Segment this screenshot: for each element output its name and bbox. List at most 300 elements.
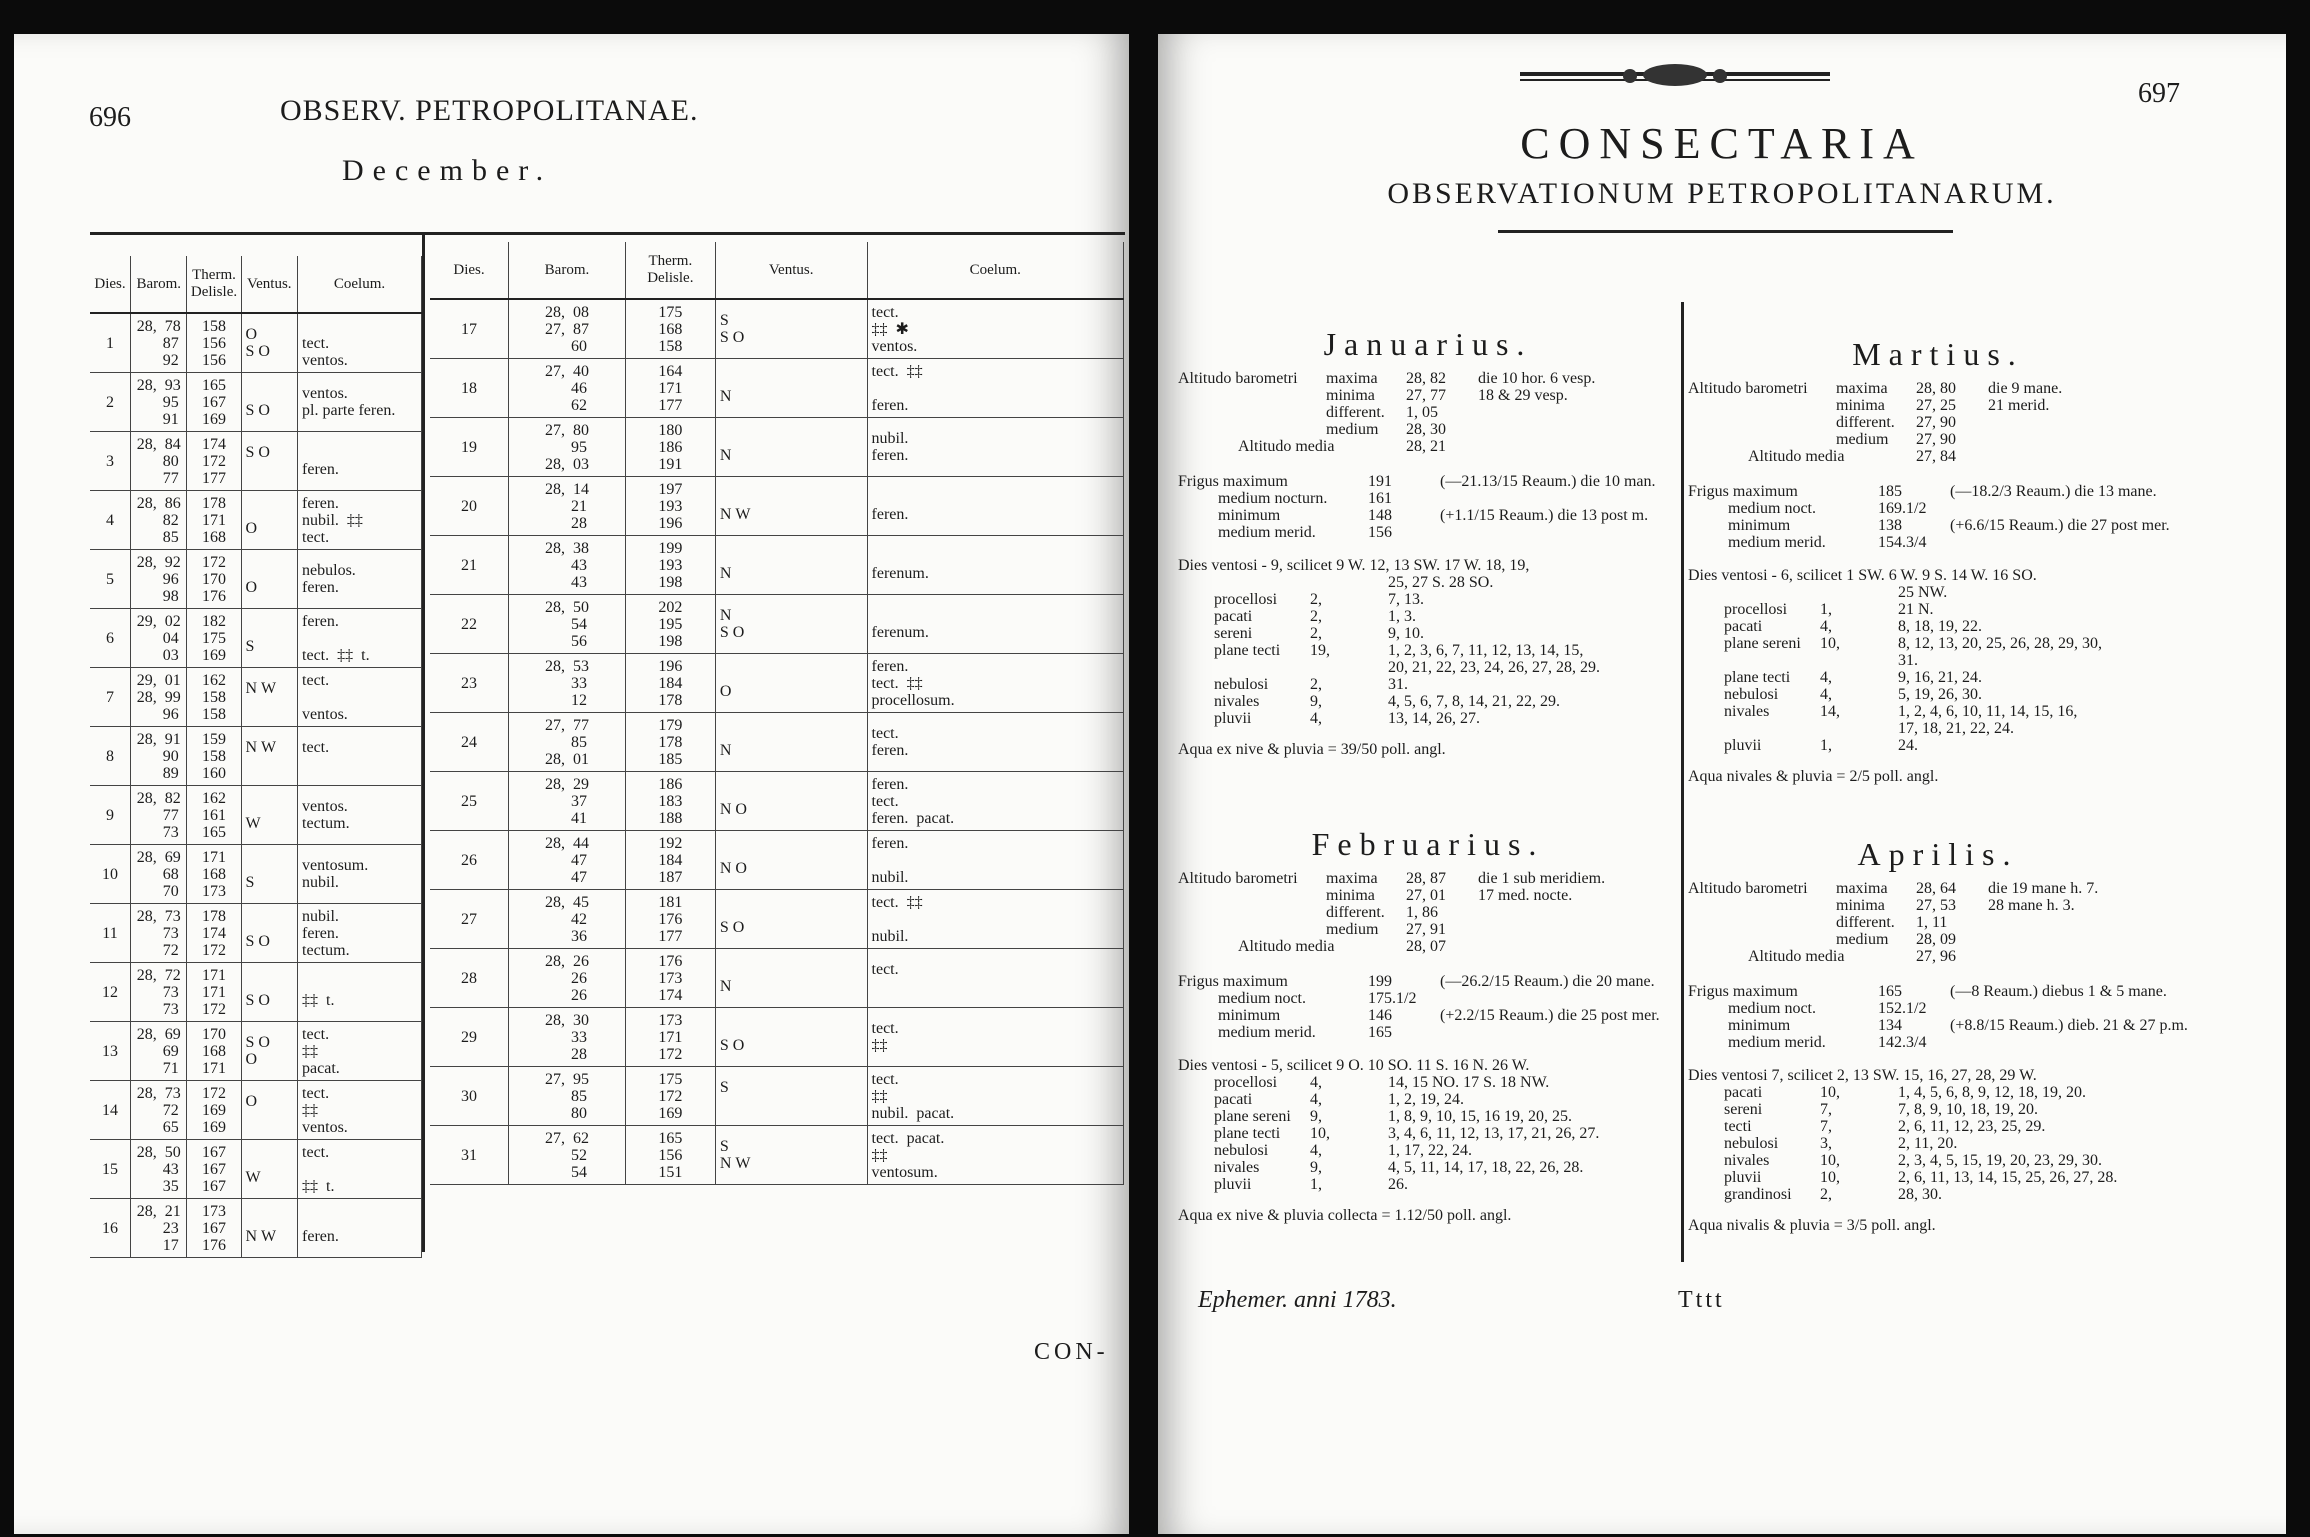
days-list: 2, 6, 11, 13, 14, 15, 25, 26, 27, 28. [1898, 1169, 2118, 1186]
frigus-value: 191 [1368, 473, 1392, 490]
barometer-key: medium [1326, 921, 1379, 938]
frigus-label: medium nocturn. [1218, 490, 1328, 507]
aqua-row [1688, 768, 2188, 785]
day-cell: 27 [430, 890, 509, 949]
days-list: 13, 14, 26, 27. [1388, 710, 1480, 727]
frigus-row [1178, 990, 1678, 1007]
days-list: 17, 18, 21, 22, 24. [1898, 720, 2014, 737]
winds-text: Dies ventosi - 6, scilicet 1 SW. 6 W. 9 S. 14 W. 16 SO. [1688, 567, 2037, 584]
days-count: 4, [1820, 669, 1832, 686]
barometer-row [1178, 870, 1678, 887]
barometer-value: 27, 90 [1916, 431, 1956, 448]
wind-cell: O [241, 1081, 298, 1140]
days-row [1178, 591, 1678, 608]
barometer-label: Altitudo media [1748, 448, 1845, 465]
thermometer-cell: 164 171 177 [625, 359, 715, 418]
header-ventus: Ventus. [241, 256, 298, 313]
sky-cell: tect. ‡‡ ✱ ventos. [867, 299, 1123, 359]
barometer-cell: 29, 02 04 03 [130, 609, 187, 668]
barometer-row [1178, 370, 1678, 387]
sky-cell: ferenum. [867, 595, 1123, 654]
barometer-value: 27, 25 [1916, 397, 1956, 414]
thermometer-cell: 178 174 172 [187, 904, 241, 963]
frigus-value: 175.1/2 [1368, 990, 1417, 1007]
frigus-value: 148 [1368, 507, 1392, 524]
days-label: nivales [1214, 693, 1260, 710]
barometer-cell: 28, 50 54 56 [509, 595, 626, 654]
days-list: 9, 10. [1388, 625, 1424, 642]
barometer-key: minima [1836, 897, 1885, 914]
day-cell: 14 [90, 1081, 130, 1140]
day-cell: 20 [430, 477, 509, 536]
barometer-label: Altitudo barometri [1178, 870, 1298, 887]
days-row [1688, 1169, 2188, 1186]
thermometer-cell: 174 172 177 [187, 432, 241, 491]
barometer-value: 28, 30 [1406, 421, 1446, 438]
days-row [1178, 1125, 1678, 1142]
frigus-label: medium merid. [1728, 1034, 1826, 1051]
days-list: 9, 16, 21, 24. [1898, 669, 1982, 686]
header-barom: Barom. [130, 256, 187, 313]
table-row [90, 313, 422, 373]
table-row [430, 595, 1124, 654]
winds-text: 25 NW. [1898, 584, 1948, 601]
winds-text: Dies ventosi 7, scilicet 2, 13 SW. 15, 16, 27, 28, 29 W. [1688, 1067, 2037, 1084]
frigus-label: minimum [1728, 517, 1791, 534]
days-list: 1, 2, 3, 6, 7, 11, 12, 13, 14, 15, [1388, 642, 1584, 659]
thermometer-cell: 196 184 178 [625, 654, 715, 713]
days-label: pluvii [1214, 1176, 1252, 1193]
frigus-value: 154.3/4 [1878, 534, 1927, 551]
barometer-row [1178, 887, 1678, 904]
days-count: 9, [1310, 1108, 1322, 1125]
wind-cell: N [715, 359, 867, 418]
frigus-row [1688, 483, 2188, 500]
frigus-label: minimum [1218, 507, 1281, 524]
days-label: pacati [1724, 1084, 1763, 1101]
thermometer-cell: 162 158 158 [187, 668, 241, 727]
table-row [430, 359, 1124, 418]
days-count: 4, [1820, 686, 1832, 703]
barometer-key: minima [1326, 387, 1375, 404]
wind-cell: N W [715, 477, 867, 536]
thermometer-cell: 181 176 177 [625, 890, 715, 949]
barometer-value: 28, 21 [1406, 438, 1446, 455]
table-row [430, 1008, 1124, 1067]
days-row [1178, 642, 1678, 659]
days-count: 2, [1310, 625, 1322, 642]
sky-cell: ferenum. [867, 536, 1123, 595]
day-cell: 1 [90, 313, 130, 373]
sky-cell: tect. ‡‡ [867, 1008, 1123, 1067]
days-label: nebulosi [1214, 676, 1269, 693]
days-count: 1, [1820, 737, 1832, 754]
days-list: 31. [1898, 652, 1918, 669]
month-name: Martius. [1852, 336, 2024, 372]
days-row [1178, 710, 1678, 727]
days-label: nebulosi [1214, 1142, 1269, 1159]
frigus-value: 199 [1368, 973, 1392, 990]
winds-text: 25, 27 S. 28 SO. [1388, 574, 1494, 591]
days-list: 14, 15 NO. 17 S. 18 NW. [1388, 1074, 1550, 1091]
days-row [1178, 1142, 1678, 1159]
frigus-value: 161 [1368, 490, 1392, 507]
thermometer-cell: 165 156 151 [625, 1126, 715, 1185]
barometer-note: 21 merid. [1988, 397, 2050, 414]
barometer-row [1688, 931, 2188, 948]
barometer-row [1688, 414, 2188, 431]
day-cell: 29 [430, 1008, 509, 1067]
thermometer-cell: 162 161 165 [187, 786, 241, 845]
wind-cell: N O [715, 772, 867, 831]
days-list: 2, 11, 20. [1898, 1135, 1958, 1152]
wind-cell: O [241, 550, 298, 609]
frigus-label: medium noct. [1728, 500, 1816, 517]
barometer-row [1688, 948, 2188, 965]
days-row [1688, 652, 2188, 669]
days-row [1688, 669, 2188, 686]
barometer-value: 28, 87 [1406, 870, 1446, 887]
days-list: 1, 4, 5, 6, 8, 9, 12, 18, 19, 20. [1898, 1084, 2086, 1101]
thermometer-cell: 175 172 169 [625, 1067, 715, 1126]
thermometer-cell: 186 183 188 [625, 772, 715, 831]
days-row [1688, 618, 2188, 635]
days-row [1178, 625, 1678, 642]
thermometer-cell: 175 168 158 [625, 299, 715, 359]
day-cell: 15 [90, 1140, 130, 1199]
wind-cell: O [715, 654, 867, 713]
day-cell: 2 [90, 373, 130, 432]
header-dies: Dies. [90, 256, 130, 313]
barometer-row [1688, 380, 2188, 397]
day-cell: 16 [90, 1199, 130, 1258]
days-row [1178, 1091, 1678, 1108]
days-label: procellosi [1214, 1074, 1278, 1091]
barometer-value: 27, 90 [1916, 414, 1956, 431]
days-count: 1, [1820, 601, 1832, 618]
days-label: plane tecti [1214, 1125, 1281, 1142]
barometer-cell: 28, 86 82 85 [130, 491, 187, 550]
frigus-row [1178, 490, 1678, 507]
header-coelum: Coelum. [867, 242, 1123, 299]
days-label: nivales [1214, 1159, 1260, 1176]
barometer-value: 27, 84 [1916, 448, 1956, 465]
barometer-note: 28 mane h. 3. [1988, 897, 2075, 914]
days-list: 8, 18, 19, 22. [1898, 618, 1982, 635]
wind-cell: S [715, 1067, 867, 1126]
day-cell: 9 [90, 786, 130, 845]
days-count: 10, [1820, 1152, 1840, 1169]
days-count: 2, [1310, 608, 1322, 625]
column-divider [422, 232, 425, 1252]
frigus-value: 146 [1368, 1007, 1392, 1024]
wind-cell: W [241, 1140, 298, 1199]
barometer-key: medium [1326, 421, 1379, 438]
barometer-label: Altitudo barometri [1178, 370, 1298, 387]
days-row [1688, 1084, 2188, 1101]
frigus-label: Frigus maximum [1178, 973, 1288, 990]
days-count: 4, [1310, 710, 1322, 727]
frigus-note: (+1.1/15 Reaum.) die 13 post m. [1440, 507, 1649, 524]
frigus-value: 156 [1368, 524, 1392, 541]
barometer-row [1178, 938, 1678, 955]
days-list: 5, 19, 26, 30. [1898, 686, 1982, 703]
days-count: 7, [1820, 1101, 1832, 1118]
table-row [90, 786, 422, 845]
days-list: 2, 3, 4, 5, 15, 19, 20, 23, 29, 30. [1898, 1152, 2102, 1169]
days-list: 26. [1388, 1176, 1408, 1193]
barometer-note: 17 med. nocte. [1478, 887, 1573, 904]
thermometer-cell: 172 169 169 [187, 1081, 241, 1140]
thermometer-cell: 197 193 196 [625, 477, 715, 536]
winds-row [1688, 567, 2188, 584]
day-cell: 11 [90, 904, 130, 963]
days-row [1688, 1152, 2188, 1169]
frigus-label: Frigus maximum [1688, 483, 1798, 500]
winds-row [1688, 584, 2188, 601]
barometer-cell: 28, 73 73 72 [130, 904, 187, 963]
thermometer-cell: 158 156 156 [187, 313, 241, 373]
table-row [430, 890, 1124, 949]
thermometer-cell: 182 175 169 [187, 609, 241, 668]
frigus-note: (—18.2/3 Reaum.) die 13 mane. [1950, 483, 2157, 500]
days-count: 2, [1310, 676, 1322, 693]
month-title: December. [342, 154, 553, 187]
sky-cell: tect. ‡‡ nubil. [867, 890, 1123, 949]
barometer-row [1178, 387, 1678, 404]
frigus-value: 138 [1878, 517, 1902, 534]
aqua-row [1178, 1207, 1678, 1224]
days-row [1688, 1186, 2188, 1203]
wind-cell: S O [715, 890, 867, 949]
table-row [90, 845, 422, 904]
day-cell: 13 [90, 1022, 130, 1081]
day-cell: 26 [430, 831, 509, 890]
days-label: grandinosi [1724, 1186, 1792, 1203]
barometer-cell: 28, 69 68 70 [130, 845, 187, 904]
thermometer-cell: 173 171 172 [625, 1008, 715, 1067]
day-cell: 18 [430, 359, 509, 418]
barometer-cell: 28, 82 77 73 [130, 786, 187, 845]
days-label: plane tecti [1214, 642, 1281, 659]
sky-cell: tect. ventos. [298, 668, 422, 727]
days-label: sereni [1724, 1101, 1763, 1118]
wind-cell: N S O [715, 595, 867, 654]
days-list: 8, 12, 13, 20, 25, 26, 28, 29, 30, [1898, 635, 2102, 652]
table-row [90, 668, 422, 727]
aqua-text: Aqua ex nive & pluvia = 39/50 poll. angl. [1178, 741, 1446, 758]
days-count: 10, [1820, 1169, 1840, 1186]
days-label: pluvii [1214, 710, 1252, 727]
days-list: 1, 3. [1388, 608, 1416, 625]
barometer-key: different. [1326, 404, 1385, 421]
sky-cell: feren. nubil. [867, 831, 1123, 890]
barometer-cell: 28, 69 69 71 [130, 1022, 187, 1081]
barometer-row [1688, 431, 2188, 448]
december-table-a [90, 256, 422, 1258]
month-block [1688, 334, 2188, 785]
winds-row [1178, 1057, 1678, 1074]
sky-cell: tect. pacat. ‡‡ ventosum. [867, 1126, 1123, 1185]
day-cell: 30 [430, 1067, 509, 1126]
days-label: nebulosi [1724, 686, 1779, 703]
table-row [90, 432, 422, 491]
month-block [1178, 324, 1678, 758]
barometer-note: die 19 mane h. 7. [1988, 880, 2099, 897]
days-row [1178, 1074, 1678, 1091]
thermometer-cell: 176 173 174 [625, 949, 715, 1008]
frigus-row [1688, 517, 2188, 534]
days-list: 28, 30. [1898, 1186, 1942, 1203]
days-row [1688, 686, 2188, 703]
sky-cell: feren. [298, 1199, 422, 1258]
days-count: 4, [1310, 1074, 1322, 1091]
frigus-label: medium merid. [1728, 534, 1826, 551]
day-cell: 19 [430, 418, 509, 477]
frigus-label: Frigus maximum [1688, 983, 1798, 1000]
days-list: 4, 5, 6, 7, 8, 14, 21, 22, 29. [1388, 693, 1560, 710]
printers-ornament [1520, 62, 1830, 92]
wind-cell: S S O [715, 299, 867, 359]
days-count: 19, [1310, 642, 1330, 659]
days-label: nivales [1724, 703, 1770, 720]
table-row [430, 1126, 1124, 1185]
barometer-cell: 28, 44 47 47 [509, 831, 626, 890]
frigus-row [1688, 983, 2188, 1000]
days-row [1688, 737, 2188, 754]
days-label: plane tecti [1724, 669, 1791, 686]
sky-cell: nubil. feren. tectum. [298, 904, 422, 963]
day-cell: 28 [430, 949, 509, 1008]
barometer-note: 18 & 29 vesp. [1478, 387, 1568, 404]
days-count: 9, [1310, 1159, 1322, 1176]
days-row [1688, 601, 2188, 618]
days-label: pluvii [1724, 737, 1762, 754]
table-row [430, 477, 1124, 536]
barometer-note: die 10 hor. 6 vesp. [1478, 370, 1596, 387]
frigus-row [1178, 507, 1678, 524]
aqua-row [1178, 741, 1678, 758]
days-count: 14, [1820, 703, 1840, 720]
days-row [1688, 1135, 2188, 1152]
barometer-row [1688, 448, 2188, 465]
aqua-row [1688, 1217, 2188, 1234]
days-label: pacati [1724, 618, 1763, 635]
day-cell: 10 [90, 845, 130, 904]
wind-cell: S N W [715, 1126, 867, 1185]
month-name: Februarius. [1311, 826, 1545, 862]
table-row [430, 536, 1124, 595]
days-row [1178, 659, 1678, 676]
barometer-cell: 28, 53 33 12 [509, 654, 626, 713]
barometer-cell: 28, 91 90 89 [130, 727, 187, 786]
frigus-label: medium noct. [1218, 990, 1306, 1007]
day-cell: 23 [430, 654, 509, 713]
sky-cell: feren. nubil. ‡‡ tect. [298, 491, 422, 550]
days-count: 4, [1310, 1142, 1322, 1159]
days-count: 2, [1820, 1186, 1832, 1203]
frigus-value: 165 [1368, 1024, 1392, 1041]
day-cell: 7 [90, 668, 130, 727]
barometer-note: die 9 mane. [1988, 380, 2063, 397]
table-row [430, 1067, 1124, 1126]
barometer-cell: 28, 29 37 41 [509, 772, 626, 831]
days-list: 1, 2, 19, 24. [1388, 1091, 1464, 1108]
winds-text: Dies ventosi - 9, scilicet 9 W. 12, 13 SW. 17 W. 18, 19, [1178, 557, 1530, 574]
days-count: 9, [1310, 693, 1322, 710]
days-list: 2, 6, 11, 12, 23, 25, 29. [1898, 1118, 2046, 1135]
days-list: 31. [1388, 676, 1408, 693]
thermometer-cell: 180 186 191 [625, 418, 715, 477]
days-count: 3, [1820, 1135, 1832, 1152]
barometer-key: different. [1836, 914, 1895, 931]
sky-cell: tect. ventos. [298, 313, 422, 373]
frigus-value: 165 [1878, 983, 1902, 1000]
sky-cell: feren. [867, 477, 1123, 536]
barometer-cell: 28, 93 95 91 [130, 373, 187, 432]
days-count: 4, [1310, 1091, 1322, 1108]
barometer-value: 1, 11 [1916, 914, 1948, 931]
header-therm: Therm. Delisle. [625, 242, 715, 299]
december-table-b [430, 242, 1124, 1185]
thermometer-cell: 159 158 160 [187, 727, 241, 786]
table-row [90, 1199, 422, 1258]
days-label: pacati [1214, 1091, 1253, 1108]
thermometer-cell: 171 171 172 [187, 963, 241, 1022]
days-row [1178, 1176, 1678, 1193]
right-page [1158, 34, 2286, 1534]
frigus-row [1688, 1034, 2188, 1051]
days-list: 1, 17, 22, 24. [1388, 1142, 1472, 1159]
thermometer-cell: 199 193 198 [625, 536, 715, 595]
header-barom: Barom. [509, 242, 626, 299]
sky-cell: ‡‡ t. [298, 963, 422, 1022]
barometer-key: maxima [1326, 370, 1378, 387]
barometer-row [1178, 421, 1678, 438]
days-count: 7, [1820, 1118, 1832, 1135]
days-label: plane sereni [1214, 1108, 1291, 1125]
frigus-row [1688, 500, 2188, 517]
header-coelum: Coelum. [298, 256, 422, 313]
winds-row [1688, 1067, 2188, 1084]
frigus-row [1178, 473, 1678, 490]
days-row [1178, 608, 1678, 625]
days-list: 1, 2, 4, 6, 10, 11, 14, 15, 16, [1898, 703, 2078, 720]
sky-cell: tect. ‡‡ t. [298, 1140, 422, 1199]
wind-cell: S O [241, 432, 298, 491]
wind-cell: S O [715, 1008, 867, 1067]
wind-cell: N O [715, 831, 867, 890]
day-cell: 3 [90, 432, 130, 491]
month-block [1178, 824, 1678, 1224]
page-title: CONSECTARIA [1520, 119, 1924, 168]
frigus-label: medium merid. [1218, 1024, 1316, 1041]
wind-cell: N W [241, 668, 298, 727]
page-number: 696 [89, 102, 131, 133]
barometer-cell: 28, 30 33 28 [509, 1008, 626, 1067]
barometer-label: Altitudo media [1238, 438, 1335, 455]
barometer-cell: 28, 78 87 92 [130, 313, 187, 373]
wind-cell: N [715, 418, 867, 477]
barometer-row [1178, 921, 1678, 938]
catchword: CON- [1034, 1339, 1109, 1365]
barometer-value: 28, 07 [1406, 938, 1446, 955]
barometer-row [1178, 404, 1678, 421]
wind-cell: N [715, 713, 867, 772]
days-count: 1, [1310, 1176, 1322, 1193]
barometer-value: 28, 09 [1916, 931, 1956, 948]
barometer-key: medium [1836, 931, 1889, 948]
